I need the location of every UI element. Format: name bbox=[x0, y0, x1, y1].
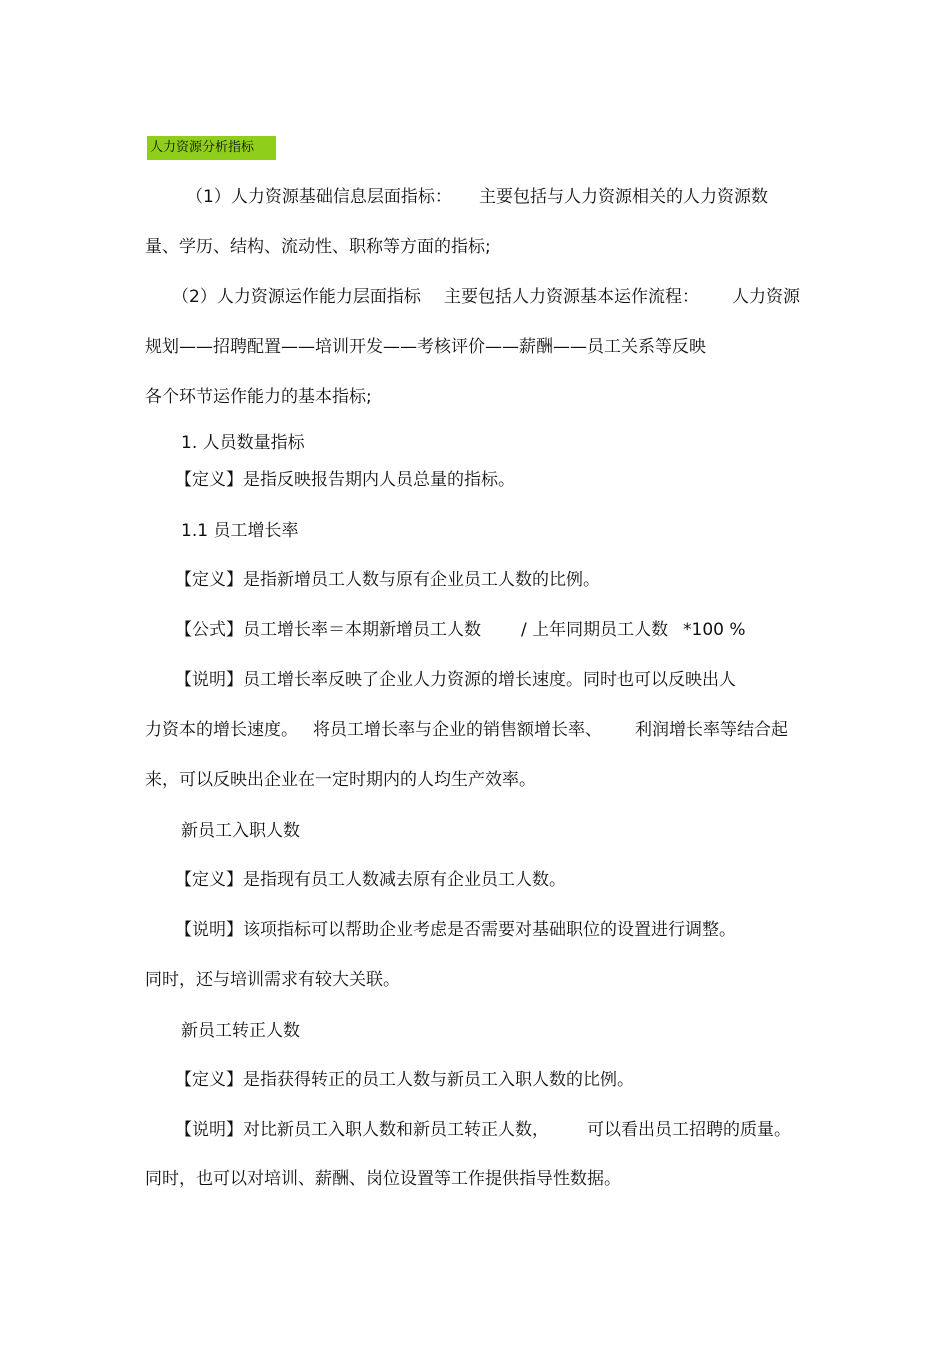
intro-p1-line1-b: 主要包括与人力资源相关的人力资源数 bbox=[479, 187, 768, 207]
item-1-1-note-line2-c: 利润增长率等结合起 bbox=[635, 720, 788, 740]
intro-p1-line1-a: （1）人力资源基础信息层面指标： bbox=[186, 187, 452, 207]
new-hires-note-line2: 同时，还与培训需求有较大关联。 bbox=[145, 970, 400, 990]
section1-title: 1. 人员数量指标 bbox=[181, 433, 305, 453]
item-1-1-note-line2-b: 将员工增长率与企业的销售额增长率、 bbox=[313, 720, 602, 740]
regularized-note-line1-b: 可以看出员工招聘的质量。 bbox=[587, 1120, 791, 1140]
item-1-1-note-line3: 来，可以反映出企业在一定时期内的人均生产效率。 bbox=[145, 770, 536, 790]
section1-definition: 【定义】是指反映报告期内人员总量的指标。 bbox=[175, 470, 515, 490]
item-1-1-note-line2-a: 力资本的增长速度。 bbox=[145, 720, 298, 740]
regularized-note-line1-a: 【说明】对比新员工入职人数和新员工转正人数， bbox=[175, 1120, 549, 1140]
intro-p2-line2: 规划——招聘配置——培训开发——考核评价——薪酬——员工关系等反映 bbox=[145, 337, 706, 357]
item-1-1-definition: 【定义】是指新增员工人数与原有企业员工人数的比例。 bbox=[175, 570, 600, 590]
regularized-note-line2: 同时，也可以对培训、薪酬、岗位设置等工作提供指导性数据。 bbox=[145, 1169, 621, 1189]
intro-p1-line2: 量、学历、结构、流动性、职称等方面的指标; bbox=[145, 237, 491, 257]
item-1-1-note-line1: 【说明】员工增长率反映了企业人力资源的增长速度。同时也可以反映出人 bbox=[175, 670, 736, 690]
intro-p2-line3: 各个环节运作能力的基本指标; bbox=[145, 387, 372, 407]
intro-p2-line1-c: 人力资源 bbox=[732, 287, 800, 307]
new-hires-definition: 【定义】是指现有员工人数减去原有企业员工人数。 bbox=[175, 870, 566, 890]
intro-p2-line1-b: 主要包括人力资源基本运作流程： bbox=[444, 287, 699, 307]
intro-p2-line1-a: （2）人力资源运作能力层面指标 bbox=[172, 287, 421, 307]
item-1-1-title: 1.1 员工增长率 bbox=[181, 521, 299, 541]
item-1-1-formula-b: / 上年同期员工人数 bbox=[521, 620, 669, 640]
section-heading: 人力资源分析指标 bbox=[150, 140, 255, 155]
regularized-definition: 【定义】是指获得转正的员工人数与新员工入职人数的比例。 bbox=[175, 1070, 634, 1090]
regularized-title: 新员工转正人数 bbox=[181, 1021, 300, 1041]
new-hires-note-line1: 【说明】该项指标可以帮助企业考虑是否需要对基础职位的设置进行调整。 bbox=[175, 920, 736, 940]
new-hires-title: 新员工入职人数 bbox=[181, 821, 300, 841]
item-1-1-formula-a: 【公式】员工增长率＝本期新增员工人数 bbox=[175, 620, 481, 640]
item-1-1-formula-c: *100 % bbox=[683, 620, 746, 640]
